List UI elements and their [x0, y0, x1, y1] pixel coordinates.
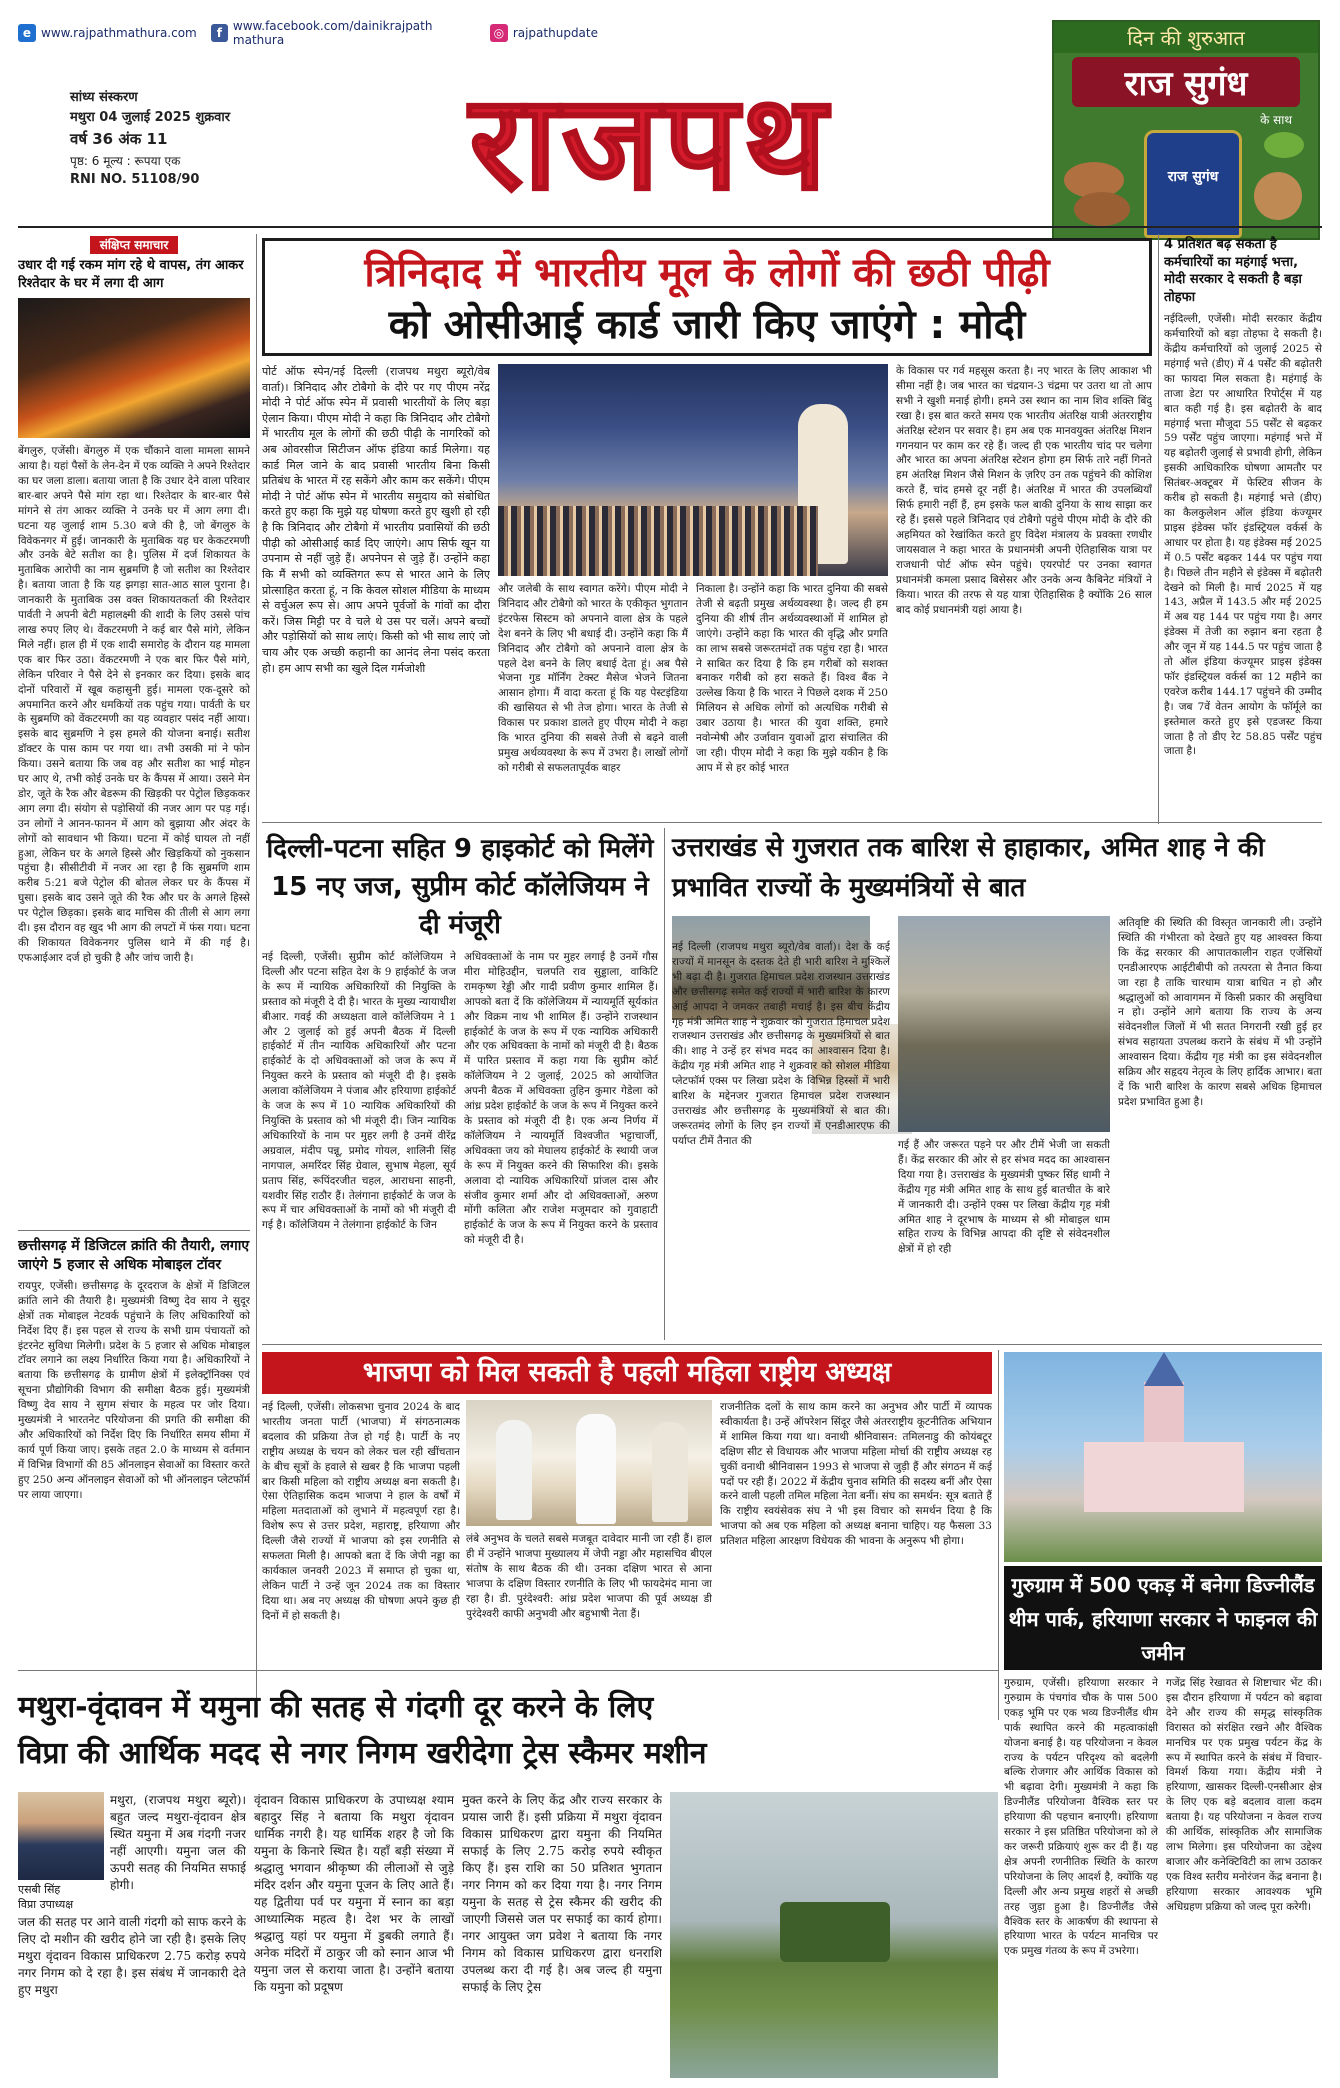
section-tag-brief-news: संक्षिप्त समाचार [90, 236, 179, 254]
mathura-col3: मुक्त करने के लिए केंद्र और राज्य सरकार के प्रयास जारी हैं। इसी प्रक्रिया में मथुरा वृंदावन विकास प्राधिकरण द्वारा यमुना की नियमित सफाई के लिए 2.75 करोड़ रुपये स्वीकृत किए हैं। इस राशि का 50 प्रतिशत भुगतान नगर निगम को कर दिया गया है। नगर निगम यमुना के सतह से ट्रेस स्कैमर की खरीद की जाएगी जिससे जल पर सफाई का कार्य होगा। नगर आयुक्त जग प्रवेश ने बताया कि नगर निगम को विकास प्राधिकरण द्वारा धनराशि उपलब्ध करा दी गई है। अब जल्द ही यमुना सफाई के लिए ट्रेस [462, 1793, 662, 1995]
da-body: नईदिल्ली, एजेंसी। मोदी सरकार केंद्रीय कर्मचारियों को बड़ा तोहफा दे सकती है। केंद्रीय कर्मचारियों को जुलाई 2025 से महंगाई भत्ते (डीए) में 4 पर्सेंट की बढ़ोतरी का फायदा मिल सकता है। महंगाई के ताजा डेटा पर आधारित रिपोर्ट्स में यह बात कही गई है। इस बढ़ोतरी के बाद महंगाई भत्ता मौजूदा 55 पर्सेंट से बढ़कर 59 पर्सेंट पहुंच जाएगा। महंगाई भत्ते में यह बढ़ोतरी जुलाई से प्रभावी होगी, लेकिन इसकी आधिकारिक घोषणा आमतौर पर सितंबर-अक्टूबर में फेस्टिव सीजन के करीब हो सकती है। महंगाई भत्ते (डीए) का कैलकुलेशन ऑल इंडिया कंज्यूमर प्राइस इंडेक्स फॉर इंडस्ट्रियल वर्कर्स के आधार पर होता है। यह इंडेक्स मई 2025 में 0.5 पर्सेंट बढ़कर 144 पर पहुंच गया है। पिछले तीन महीने से इंडेक्स में बढ़ोतरी देखने को मिली है। मार्च 2025 में यह 143, अप्रैल में 143.5 और मई 2025 में अब यह 144 पर पहुंच गया है। अगर इंडेक्स में तेजी का रुझान बना रहता है और जून में यह 144.5 पर पहुंच जाता है तो ऑल इंडिया कंज्यूमर प्राइस इंडेक्स फॉर इंडस्ट्रियल वर्कर्स का 12 महीने का एवरेज करीब 144.17 पहुंचने की उम्मीद है। जब 7वें वेतन आयोग के फॉर्मूले का इस्तेमाल करते हुए इसे एडजस्ट किया जाता है तो डीए रेट 58.85 पर्सेंट पहुंच जाता है। [1164, 313, 1322, 758]
upper-divider [262, 822, 1322, 823]
highcourt-col1: नई दिल्ली, एजेंसी। सुप्रीम कोर्ट कॉलेजियम ने दिल्ली और पटना सहित देश के 9 हाईकोर्ट के जज के रूप में न्यायिक अधिकारियों की नियुक्ति के प्रस्ताव को मंजूरी दे दी है। भारत के मुख्य न्यायाधीश बीआर. गवई की अध्यक्षता वाले कॉलेजियम ने 1 और 2 जुलाई को हुई अपनी बैठक में दिल्ली हाईकोर्ट में तीन न्यायिक अधिकारियों और पटना हाईकोर्ट के दो अधिवक्ताओं को जज के रूप में नियुक्त करने के प्रस्ताव को मंजूरी दी है। इसके अलावा कॉलेजियम ने पंजाब और हरियाणा हाईकोर्ट के जज के रूप में 10 न्यायिक अधिकारियों की नियुक्ति के प्रस्ताव को भी मंजूरी दी। जिन न्यायिक अधिकारियों के नाम पर मुहर लगी है उनमें वीरेंद्र अग्रवाल, मंदीप पन्नू, प्रमोद गोयल, शालिनी सिंह नागपाल, अमरिंदर सिंह ग्रेवाल, सुभाष मेहला, सूर्य प्रताप सिंह, रूपिंदरजीत चहल, आराधना साहनी, यशवीर सिंह राठौर हैं। तेलंगाना हाईकोर्ट के जज के रूप में चार अधिवक्ताओं के नामों को भी मंजूरी दी गई है। कॉलेजियम ने तेलंगाना हाईकोर्ट के जिन [262, 951, 456, 1232]
skimmer-machine [780, 1902, 890, 1962]
uttarakhand-col1: नई दिल्ली (राजपथ मथुरा ब्यूरो/वेब वार्ता)। देश के कई राज्यों में मानसून के दस्तक देते ही भारी बारिश ने मुश्किलें भी बढ़ा दी है। गुजरात हिमाचल प्रदेश राजस्थान उत्तराखंड और छत्तीसगढ़ समेत कई राज्यों में भारी बारिश के कारण आई आपदा ने जमकर तबाही मचाई है। इस बीच केंद्रीय गृह मंत्री अमित शाह ने शुक्रवार को गुजरात हिमाचल प्रदेश राजस्थान उत्तराखंड और छत्तीसगढ़ के मुख्यमंत्रियों से बात की। शाह ने उन्हें हर संभव मदद का आश्वासन दिया है। केंद्रीय गृह मंत्री अमित शाह ने शुक्रवार को सोशल मीडिया प्लेटफॉर्म एक्स पर लिखा प्रदेश के विभिन्न हिस्सों में भारी बारिश के मद्देनजर गुजरात हिमाचल प्रदेश राजस्थान उत्तराखंड और छत्तीसगढ़ के मुख्यमंत्रियों से बात की। जरूरतमंद लोगों के लिए इन राज्यों में एनडीआरएफ की पर्याप्त टीमें तैनात की [672, 941, 890, 1147]
brief-story1-body: बेंगलुरु, एजेंसी। बेंगलुरु में एक चौंकाने वाला मामला सामने आया है। यहां पैसों के लेन-देन में एक व्यक्ति ने अपने रिश्तेदार का घर जला डाला। बताया जाता है कि उधार देने वाला परिवार बार-बार अपने पैसे मांग रहा था। रिश्तेदार के बार-बार पैसे मांगने से तंग आकर व्यक्ति ने उनके घर में आग लगा दी। घटना यह जुलाई शाम 5.30 बजे की है, जो बेंगलुरु के विवेकनगर में हुई। जानकारी के मुताबिक यह घर केकटरमणी और उनके बेटे सतीश का है। पुलिस में दर्ज शिकायत के मुताबिक आरोपी का नाम सुब्रमणि है जो सतीश का रिश्तेदार है। बताया जाता है कि यह झगड़ा सात-आठ साल पुराना है। जानकारी के मुताबिक उस वक्त शिकायतकर्ता की रिश्तेदार पार्वती ने अपनी बेटी महालक्ष्मी की शादी के लिए उससे पांच लाख रुपए लिए थे। वेंकटरमणी ने कई बार पैसे मांगे, लेकिन मिले नहीं। हाल ही में एक शादी समारोह के दौरान यह मामला एक बार फिर उठा। वेंकटरमणी ने एक बार फिर पैसे मांगे, लेकिन परिवार ने पैसे देने से इनकार कर दिया। इसके बाद दोनों परिवारों में खूब कहासुनी हुई। मामला एक-दूसरे को अपमानित करने और धमकियों तक पहुंच गया। पार्वती के घर के सुब्रमणि को वेंकटरमणी का यह व्यवहार पसंद नहीं आया। इसके बाद सुब्रमणि ने इस हमले की योजना बनाई। सतीश डॉक्टर के पास काम पर गया था। तभी उसकी मां ने फोन किया। उसने बताया कि जब वह और सतीश का भाई मोहन घर आए थे, तभी कोई उनके घर के कैंपस में आया। उसने मेन डोर, जूते के रैक और बेडरूम की खिड़की पर पेट्रोल छिड़ककर आग लगा दी। संयोग से पड़ोसियों की नजर आग पर पड़ गई। उन लोगों ने आनन-फानन में आग को बुझाया और अंदर के लोगों को सावधान भी किया। घटना में कोई घायल तो नहीं हुआ, लेकिन घर के अगले हिस्से और खिड़कियों को नुकसान पहुंचा है। सीसीटीवी में नजर आ रहा है कि सुब्रमणि शाम करीब 5:21 बजे पेट्रोल की बोतल लेकर घर के कैंपस में घुसा। इसके बाद उसने जूते की रैक और घर के अगले हिस्से पर पेट्रोल छिड़का। इसके बाद माचिस की तीली से आग लगा दी। इस दौरान वह खुद भी आग की लपटों में फंस गया। घटना की शिकायत विवेकनगर पुलिस थाने में की गई है। एफआईआर दर्ज हो चुकी है और जांच जारी है। [18, 445, 250, 964]
leaf-graphic [1264, 132, 1304, 158]
mathura-headline-line1: मथुरा-वृंदावन में यमुना की सतह से गंदगी दूर करने के लिए [18, 1690, 654, 1725]
bjp-col1: नई दिल्ली, एजेंसी। लोकसभा चुनाव 2024 के बाद भारतीय जनता पार्टी (भाजपा) में संगठनात्मक बदलाव की प्रक्रिया तेज हो गई है। पार्टी के नए राष्ट्रीय अध्यक्ष के चयन को लेकर चल रही खींचतान के बीच सूत्रों के हवाले से खबर है कि भाजपा पहली बार किसी महिला को राष्ट्रीय अध्यक्ष बना सकती है। ऐसा ऐतिहासिक कदम भाजपा ने हाल के वर्षों में महिला मतदाताओं को लुभाने में महत्वपूर्ण रहा है। विशेष रूप से उत्तर प्रदेश, महाराष्ट्र, हरियाणा और दिल्ली जैसे राज्यों में भाजपा को इस रणनीति से सफलता मिली है। आपको बता दें कि जेपी नड्डा का कार्यकाल जनवरी 2023 में समाप्त हो चुका था, लेकिन पार्टी ने उन्हें जून 2024 तक का विस्तार दिया था। अब नए अध्यक्ष की घोषणा अपने कुछ ही दिनों में हो सकती है। [262, 1401, 460, 1622]
byline-role: विप्रा उपाध्यक्ष [18, 1898, 74, 1912]
advert-tag: के साथ [1260, 113, 1292, 127]
leader-figure [576, 1414, 616, 1524]
byline-photo [18, 1792, 104, 1880]
lead-col3: निकाला है। उन्होंने कहा कि भारत दुनिया की सबसे तेजी से बढ़ती प्रमुख अर्थव्यवस्था है। जल्द ही हम दुनिया की शीर्ष तीन अर्थव्यवस्थाओं में शामिल हो जाएंगे। उन्होंने कहा कि भारत की वृद्धि और प्रगति का लाभ सबसे जरूरतमंदों तक पहुंच रहा है। भारत ने साबित कर दिया है कि हम गरीबों को सशक्त बनाकर गरीबी को हरा सकते हैं। विश्व बैंक ने उल्लेख किया है कि भारत ने पिछले दशक में 250 मिलियन से अधिक लोगों को अत्यधिक गरीबी से उबार उठाया है। भारत की युवा शक्ति, हमारे नवोन्मेषी और उर्जावान युवाओं द्वारा संचालित की जा रही। पीएम मोदी ने कहा कि मुझे यकीन है कि आप में से हर कोई भारत [696, 583, 888, 774]
advert-raj-sugandh[interactable] [1052, 20, 1320, 240]
middle-divider [262, 1344, 1322, 1345]
edition-label: सांध्य संस्करण [70, 90, 138, 105]
instagram-text: rajpathupdate [512, 26, 598, 40]
rain-relief-photo [898, 916, 1110, 1132]
website-icon: e [18, 24, 36, 42]
website-text: www.rajpathmathura.com [41, 26, 197, 40]
advert-brand: राज सुगंध [1072, 57, 1300, 107]
advert-top-line: दिन की शुरुआत [1054, 22, 1318, 53]
bjp-col3: राजनीतिक दलों के साथ काम करने का अनुभव और पार्टी में व्यापक स्वीकार्यता है। उन्हें ऑपरेशन सिंदूर जैसे अंतरराष्ट्रीय कूटनीतिक अभियान में शामिल किया गया था। वनाथी श्रीनिवासन: तमिलनाडु की कोयंबटूर दक्षिण सीट से विधायक और भाजपा महिला मोर्चा की राष्ट्रीय अध्यक्ष रह चुकीं वनाथी श्रीनिवासन 1993 से भाजपा से जुड़ी हैं और संगठन में कई पदों पर रही हैं। 2022 में केंद्रीय चुनाव समिति की सदस्य बनीं और ऐसा करने वाली पहली तमिल महिला नेता बनीं। संघ का समर्थन: सूत्र बताते हैं कि राष्ट्रीय स्वयंसेवक संघ ने भी इस विचार को समर्थन दिया है कि भाजपा को अब एक महिला को अध्यक्ष बनाना चाहिए। यह फैसला 33 प्रतिशत महिला आरक्षण विधेयक की भावना के अनुरूप भी होगा। [720, 1401, 992, 1548]
social-links-strip [18, 19, 598, 47]
uttarakhand-headline: उत्तराखंड से गुजरात तक बारिश से हाहाकार, अमित शाह ने की प्रभावित राज्यों के मुख्यमंत्रियों से बात [672, 833, 1265, 903]
gurugram-col2: गजेंद्र सिंह रेखावत से शिष्टाचार भेंट की। इस दौरान हरियाणा में पर्यटन को बढ़ावा देने और राज्य की समृद्ध सांस्कृतिक विरासत को संरक्षित रखने और वैश्विक मानचित्र पर एक प्रमुख पर्यटन केंद्र के रूप में स्थापित करने के संबंध में विचार-विमर्श किया गया। केंद्रीय मंत्री ने हरियाणा, खासकर दिल्ली-एनसीआर क्षेत्र के लिए एक बड़े बदलाव वाला कदम बताया है। यह परियोजना न केवल राज्य की आर्थिक, सांस्कृतिक और सामाजिक लाभ मिलेगा। इस परियोजना का उद्देश्य बाजार और कनेक्टिविटी का लाभ उठाकर एक विश्व स्तरीय मनोरंजन केंद्र बनाना है। हरियाणा सरकार आवश्यक भूमि अधिग्रहण प्रक्रिया को जल्द पूरा करेगी। [1166, 1677, 1322, 1913]
website-link[interactable] [18, 24, 197, 42]
brief-divider [18, 1230, 250, 1231]
bjp-leaders-photo [466, 1400, 712, 1526]
mathura-col2: वृंदावन विकास प्राधिकरण के उपाध्यक्ष श्याम बहादुर सिंह ने बताया कि मथुरा वृंदावन धार्मिक नगरी है। यह धार्मिक शहर है जो कि यमुना के किनारे स्थित है। यहाँ बड़ी संख्या में श्रद्धालु भगवान श्रीकृष्ण की लीलाओं से जुड़े मंदिर दर्शन और यमुना पूजन के लिए आते हैं। यह द्वितीया पर्व पर यमुना में स्नान का बड़ा आध्यात्मिक महत्व है। देश भर के लाखों श्रद्धालु यहां पर यमुना में डुबकी लगाते हैं। अनेक मंदिरों में ठाकुर जी को स्नान आज भी यमुना जल से कराया जाता है। उन्होंने बताया कि यमुना को प्रदूषण [254, 1793, 454, 1995]
lead-right-rule [1158, 234, 1159, 824]
trash-skimmer-photo [670, 1792, 998, 2078]
lead-col2: और जलेबी के साथ स्वागत करेंगे। पीएम मोदी ने त्रिनिदाद और टोबैगो को भारत के एकीकृत भुगतान इंटरफेस सिस्टम को अपनाने वाला क्षेत्र के पहले देश बनने के लिए भी बधाई दी। उन्होंने कहा कि मैं त्रिनिदाद और टोबैगो को अपनाने वाला क्षेत्र के पहले देश बनने के लिए बधाई देता हूं। अब पैसे भेजना गुड मॉर्निंग टेक्स्ट मैसेज भेजने जितना आसान होगा। मैं वादा करता हूं कि यह पेस्टइंडिया की खासियत से भी तेज होगा। भारत के तेजी से विकास पर प्रकाश डालते हुए पीएम मोदी ने कहा कि भारत दुनिया की सबसे तेजी से बढ़ने वाली प्रमुख अर्थव्यवस्था के रूप में उभरा है। लाखों लोगों को गरीबी से सफलतापूर्वक बाहर [498, 583, 688, 774]
lead-headline-line1: त्रिनिदाद में भारतीय मूल के लोगों की छठी पीढ़ी [364, 250, 1050, 296]
facebook-text: www.facebook.com/dainikrajpath mathura [232, 19, 433, 47]
product-pack-image [1144, 130, 1242, 238]
masthead-title: राजपथ [469, 66, 831, 220]
left-column-rule [256, 234, 257, 1714]
uttarakhand-col2: गई हैं और जरूरत पड़ने पर और टीमें भेजी जा सकती हैं। केंद्र सरकार की ओर से हर संभव मदद का आश्वासन दिया गया है। उत्तराखंड के मुख्यमंत्री पुष्कर सिंह धामी ने केंद्रीय गृह मंत्री अमित शाह के साथ हुई बातचीत के बारे में जानकारी दी। उन्होंने एक्स पर लिखा केंद्रीय गृह मंत्री अमित शाह ने दूरभाष के माध्यम से श्री मोबाइल धाम सहित राज्य के विभिन्न आपदा की दृष्टि से संवेदनशील क्षेत्रों में हो रही [898, 1139, 1110, 1256]
leader-figure [496, 1420, 532, 1520]
gurugram-headline: गुरुग्राम में 500 एकड़ में बनेगा डिज्नीलैंड थीम पार्क, हरियाणा सरकार ने फाइनल की जमीन [1004, 1566, 1322, 1670]
lead-col1: पोर्ट ऑफ स्पेन/नई दिल्ली (राजपथ मथुरा ब्यूरो/वेब वार्ता)। त्रिनिदाद और टोबैगो के दौरे पर गए पीएम नरेंद्र मोदी ने पोर्ट ऑफ स्पेन में प्रवासी भारतीयों के लिए बड़ा ऐलान किया। पीएम मोदी ने कहा कि त्रिनिदाद और टोबैगो में भारतीय मूल के लोगों की छठी पीढ़ी के नागरिकों को अब ओवरसीज सिटीजन ऑफ इंडिया कार्ड मिलेगा। यह कार्ड मिल जाने के बाद प्रवासी भारतीय बिना किसी प्रतिबंध के भारत में रह सकेंगे और काम कर सकेंगे। पीएम मोदी ने पोर्ट ऑफ स्पेन में भारतीय समुदाय को संबोधित करते हुए कहा कि मुझे यह घोषणा करते हुए खुशी हो रही है कि त्रिनिदाद और टोबैगो में भारतीय प्रवासियों की छठी पीढ़ी को ओसीआई कार्ड दिए जाएंगे। आप सिर्फ खून या उपनाम से नहीं जुड़े हैं। अपनेपन से जुड़े हैं। उन्होंने कहा कि मैं सभी को व्यक्तिगत रूप से भारत आने के लिए प्रोत्साहित करता हूं, न कि केवल सोशल मीडिया के माध्यम से वर्चुअल रूप से। आप अपने पूर्वजों के गांवों का दौरा करें। जिस मिट्टी पर वे चले थे उस पर चलें। अपने बच्चों और पड़ोसियों को साथ लाएं। किसी को भी साथ लाएं जो चाय और एक अच्छी कहानी का आनंद लेना पसंद करता हो। हम आप सभी का खुले दिल गर्मजोशी [262, 365, 490, 675]
highcourt-col2: अधिवक्ताओं के नाम पर मुहर लगाई है उनमें गौस मीरा मोहिउद्दीन, चलपति राव सुड्डाला, वाकिटि रामकृष्ण रेड्डी और गादी प्रवीण कुमार शामिल हैं। आपको बता दें कि कॉलेजियम में न्यायमूर्ति सूर्यकांत और विक्रम नाथ भी शामिल हैं। उन्होंने राजस्थान हाईकोर्ट के जज के रूप में एक न्यायिक अधिकारी और एक अधिवक्ता के नामों को मंजूरी दी है। बैठक में पारित प्रस्ताव में कहा गया कि सुप्रीम कोर्ट कॉलेजियम ने 2 जुलाई, 2025 को आयोजित अपनी बैठक में अधिवक्ता तुहिन कुमार गेडेला को आंध्र प्रदेश हाईकोर्ट के जज के रूप में नियुक्त करने के प्रस्ताव को मंजूरी दी है। एक अन्य निर्णय में कॉलेजियम ने न्यायमूर्ति विश्वजीत भट्टाचार्जी, अधिवक्ता जय को मेघालय हाईकोर्ट के स्थायी जज के रूप में नियुक्त करने की सिफारिश की। इसके अलावा दो न्यायिक अधिकारियों प्रांजल दास और संजीव कुमार शर्मा और दो अधिवक्ताओं, अरुण मोंगी कलिता और राजेश मजूमदार को गुवाहाटी हाईकोर्ट के जज के रूप में नियुक्त करने के प्रस्ताव को मंजूरी दी है। [464, 951, 658, 1247]
nut-graphic [1254, 172, 1302, 220]
almond-graphic [1074, 192, 1130, 226]
mathura-intro: मथुरा, (राजपथ मथुरा ब्यूरो)। बहुत जल्द मथुरा-वृंदावन क्षेत्र स्थित यमुना में अब गंदगी नजर नहीं आएगी। यमुना जल की ऊपरी सतह की नियमित सफाई होगी। [110, 1793, 246, 1893]
instagram-icon: ◎ [490, 24, 508, 42]
highcourt-rule [664, 828, 665, 1340]
volume-line: वर्ष 36 अंक 11 [70, 130, 168, 149]
mathura-headline-line2: विप्रा की आर्थिक मदद से नगर निगम खरीदेगा ट्रेस स्कैमर मशीन [18, 1736, 707, 1771]
pack-label: राज सुगंध [1167, 169, 1219, 185]
left-column [18, 234, 250, 1724]
mathura-col1: जल की सतह पर आने वाली गंदगी को साफ करने के लिए दो मशीन की खरीद होने जा रही है। इसके लिए मथुरा वृंदावन विकास प्राधिकरण 2.75 करोड़ रुपये नगर निगम को दे रहा है। इस संबंध में जानकारी देते हुए मथुरा [18, 1915, 246, 1998]
facebook-icon: f [211, 24, 228, 42]
modi-diaspora-photo [498, 364, 888, 576]
castle-spire [1144, 1352, 1184, 1386]
crowd-graphic [498, 506, 818, 576]
uttarakhand-col3: अतिवृष्टि की स्थिति की विस्तृत जानकारी ली। उन्होंने स्थिति की गंभीरता को देखते हुए यह आश्वस्त किया कि केंद्र सरकार की आपातकालीन राहत एजेंसियों एनडीआरएफ आईटीबीपी को तत्परता से तैनात किया जा रहा है ताकि चारधाम यात्रा बाधित न हो और श्रद्धालुओं को आवागमन में किसी प्रकार की असुविधा न हो। उन्होंने आगे बताया कि राज्य के अन्य संवेदनशील जिलों में भी सतत निगरानी रखी हुई हर संभव सहायता उपलब्ध कराने के संबंध में भी उन्होंने आश्वासन दिया। केंद्रीय गृह मंत्री का इस संवेदनशील सक्रिय और सहृदय नेतृत्व के लिए हार्दिक आभार। बता दें कि भारी बारिश के कारण सबसे अधिक हिमाचल प्रदेश प्रभावित हुआ है। [1118, 917, 1322, 1108]
rni-number: RNI NO. 51108/90 [70, 172, 200, 188]
lower-divider [18, 1670, 998, 1671]
pages-price-line: पृष्ठ: 6 मूल्य : रूपया एक [70, 153, 181, 168]
brief-story2-headline: छत्तीसगढ़ में डिजिटल क्रांति की तैयारी, लगाए जाएंगे 5 हजार से अधिक मोबाइल टॉवर [18, 1238, 250, 1273]
bjp-headline: भाजपा को मिल सकती है पहली महिला राष्ट्रीय अध्यक्ष [262, 1352, 992, 1394]
fire-photo [18, 298, 250, 438]
gurugram-col1: गुरुग्राम, एजेंसी। हरियाणा सरकार ने गुरुग्राम के पंचगांव चौक के पास 500 एकड़ भूमि पर एक भव्य डिज्नीलैंड थीम पार्क स्थापित करने की महत्वाकांक्षी योजना बनाई है। यह परियोजना न केवल राज्य के पर्यटन परिदृश्य को बदलेगी बल्कि रोजगार और आर्थिक विकास को भी बढ़ावा देगी। मुख्यमंत्री ने कहा कि डिज्नीलैंड परियोजना वैश्विक स्तर पर हरियाणा की पहचान बनाएगी। हरियाणा सरकार ने इस प्रतिष्ठित परियोजना को ले कर जरूरी प्रक्रियाएं शुरू कर दी हैं। यह क्षेत्र अपनी रणनीतिक स्थिति के कारण परियोजना के लिए आदर्श है, क्योंकि यह दिल्ली और अन्य प्रमुख शहरों से अच्छी तरह जुड़ा हुआ है। डिज्नीलैंड जैसे वैश्विक स्तर के आकर्षण की स्थापना से हरियाणा भारत के पर्यटन मानचित्र पर एक प्रमुख गंतव्य के रूप में उभरेगा। [1004, 1677, 1158, 1958]
brief-story2-body: रायपुर, एजेंसी। छत्तीसगढ़ के दूरदराज के क्षेत्रों में डिजिटल क्रांति लाने की तैयारी है। मुख्यमंत्री विष्णु देव साय ने सुदूर क्षेत्रों तक मोबाइल नेटवर्क पहुंचाने के लिए अधिकारियों को निर्देश दिए हैं। इस पहल से राज्य के सभी ग्राम पंचायतों को इंटरनेट सुविधा मिलेगी। प्रदेश के 5 हजार से अधिक मोबाइल टॉवर लगाने का लक्ष्य निर्धारित किया गया है। अधिकारियों ने बताया कि छत्तीसगढ़ के ग्रामीण क्षेत्रों में इलेक्ट्रॉनिक्स एवं सूचना प्रौद्योगिकी विभाग की समीक्षा बैठक हुई। मुख्यमंत्री विष्णु देव साय ने सुगम संचार के महत्व पर जोर दिया। मुख्यमंत्री ने भारतनेट परियोजना की प्रगति की समीक्षा की और अधिकारियों को निर्देश दिए कि निर्धारित समय सीमा में कार्य पूर्ण किया जाए। इसके तहत 2.0 के माध्यम से वर्तमान में विभिन्न विभागों की 85 ऑनलाइन सेवाओं का विस्तार करते हुए 250 अन्य ऑनलाइन सेवाओं को भी ऑनलाइन प्लेटफॉर्म पर लाया जाएगा। [18, 1279, 250, 1501]
masthead [300, 68, 1000, 218]
da-headline: 4 प्रतिशत बढ़ सकता है कर्मचारियों का महंगाई भत्ता, मोदी सरकार दे सकती है बड़ा तोहफा [1164, 237, 1302, 305]
instagram-link[interactable] [490, 24, 598, 42]
right-column [1164, 236, 1322, 820]
date-line: मथुरा 04 जुलाई 2025 शुक्रवार [70, 110, 231, 126]
masthead-divider [18, 226, 1322, 228]
edition-meta [70, 88, 300, 190]
lead-col4: के विकास पर गर्व महसूस करता है। नए भारत के लिए आकाश भी सीमा नहीं है। जब भारत का चंद्रयान-3 चंद्रमा पर उतरा था तो आप सभी ने खुशी मनाई होगी। हमने उस स्थान का नाम शिव शक्ति बिंदु रखा है। इस बात करते समय एक भारतीय अंतरिक्ष यात्री अंतरराष्ट्रीय अंतरिक्ष स्टेशन पर सवार है। हम अब एक मानवयुक्त अंतरिक्ष मिशन गगनयान पर काम कर रहे हैं। जल्द ही एक भारतीय चांद पर चलेगा और भारत का अपना अंतरिक्ष स्टेशन होगा हम सिर्फ तारे नहीं गिनते हम अंतरिक्ष मिशन जैसे मिशन के ज़रिए उन तक पहुंचने की कोशिश करते हैं, चांद हमसे दूर नहीं है। अंतरिक्ष में भारत की उपलब्धियाँ सिर्फ हमारी नहीं हैं, हम इसके फल बाकी दुनिया के साथ साझा कर रहे हैं। इससे पहले त्रिनिदाद एवं टोबैगो पहुंचे पीएम मोदी के दौरे की अहमियत को रेखांकित करते हुए विदेश मंत्रालय के प्रवक्ता रणधीर जायसवाल ने कहा भारत के प्रधानमंत्री अपनी ऐतिहासिक यात्रा पर राजधानी पोर्ट ऑफ स्पेन पहुंचे। एयरपोर्ट पर उनका स्वागत प्रधानमंत्री कमला प्रसाद बिसेसर और उनके अन्य कैबिनेट मंत्रियों ने किया। भारत की तरफ से यह यात्रा ऐतिहासिक है क्योंकि 26 साल बाद कोई प्रधानमंत्री यहां आया है। [896, 365, 1152, 616]
bjp-right-rule [998, 1350, 999, 1720]
lead-headline-box [262, 238, 1152, 356]
byline-name: एसबी सिंह [18, 1883, 61, 1896]
facebook-link[interactable] [211, 19, 476, 47]
lead-headline-line2: को ओसीआई कार्ड जारी किए जाएंगे : मोदी [388, 302, 1026, 348]
leader-figure [652, 1422, 688, 1522]
disneyland-castle-photo [1004, 1352, 1322, 1562]
highcourt-headline: दिल्ली-पटना सहित 9 हाइकोर्ट को मिलेंगे 15 नए जज, सुप्रीम कोर्ट कॉलेजियम ने दी मंजूरी [266, 834, 654, 940]
byline-caption [18, 1882, 104, 1913]
bjp-col2: लंबे अनुभव के चलते सबसे मजबूत दावेदार मानी जा रही हैं। हाल ही में उन्होंने भाजपा मुख्यालय में जेपी नड्डा और महासचिव बीएल संतोष के साथ बैठक की थी। उनका दक्षिण भारत से आना भाजपा के दक्षिण विस्तार रणनीति के लिए भी फायदेमंद माना जा रहा है। डी. पुरंदेश्वरी: आंध्र प्रदेश भाजपा की पूर्व अध्यक्ष डी पुरंदेश्वरी काफी अनुभवी और बहुभाषी नेता हैं। [466, 1533, 712, 1620]
castle-wing [1084, 1442, 1244, 1512]
brief-story1-headline: उधार दी गई रकम मांग रहे थे वापस, तंग आकर रिश्तेदार के घर में लगा दी आग [18, 258, 244, 291]
